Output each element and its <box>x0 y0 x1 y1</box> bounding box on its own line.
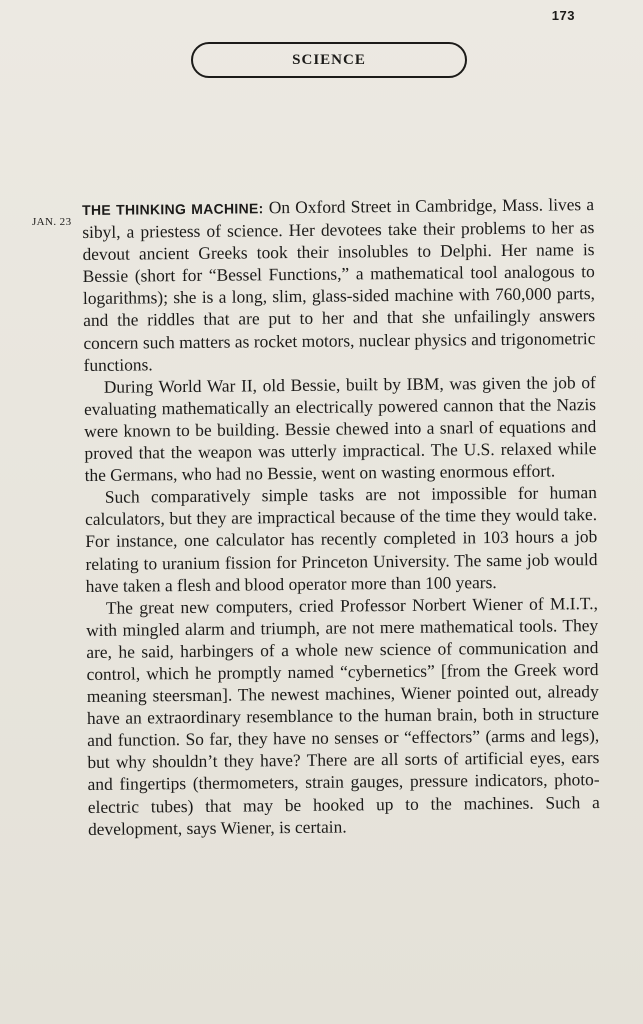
page-number: 173 <box>551 8 575 23</box>
article-headline: THE THINKING MACHINE: <box>82 200 264 218</box>
section-header <box>191 42 467 78</box>
paragraph-1-text: On Oxford Street in Cambridge, Mass. lives a sibyl, a priestess of science. Her devotees take their problems to her as devout ancient Greeks took their insolubles to Delphi. Her name is Bessie (short for “Bessel Functions,” a mathematical tool analogous to logarithms); she is a long, slim, glass-sided machine with 760,000 parts, and the riddles that are put to her and that she unfailingly answers concern such matters as rocket motors, nuclear physics and trigonometric functions. <box>82 194 596 375</box>
entry-date: JAN. 23 <box>32 216 72 228</box>
section-title: SCIENCE <box>292 51 366 68</box>
paragraph-1 <box>82 193 596 376</box>
article-body <box>82 193 600 840</box>
paragraph-3: Such comparatively simple tasks are not impossible for human calculators, but they are impractical because of the time they would take. For instance, one calculator has recently completed in 103 hours a job relating to uranium fission for Princeton University. The same job would have taken a flesh and blood operator more than 100 years. <box>84 482 598 596</box>
paragraph-4: The great new computers, cried Professor Norbert Wiener of M.I.T., with mingled alarm and triumph, are not mere mathematical tools. They are, he said, harbingers of a whole new science of communication and control, which he promptly named “cybernetics” [from the Greek word meaning steersman]. The newest machines, Wiener pointed out, already have an extraordinary resemblance to the human brain, both in structure and function. So far, they have no senses or “effectors” (arms and legs), but why shouldn’t they have? There are all sorts of artificial eyes, ears and fingertips (thermometers, strain gauges, pressure indicators, photo-electric tubes) that may be hooked up to the machines. Such a development, says Wiener, is certain. <box>86 592 600 839</box>
paragraph-2: During World War II, old Bessie, built by IBM, was given the job of evaluating mathematically an electrically powered cannon that the Nazis were known to be building. Bessie chewed into a snarl of equations and proved that the weapon was utterly impractical. The U.S. relaxed while the Germans, who had no Bessie, went on wasting enormous effort. <box>83 371 597 486</box>
